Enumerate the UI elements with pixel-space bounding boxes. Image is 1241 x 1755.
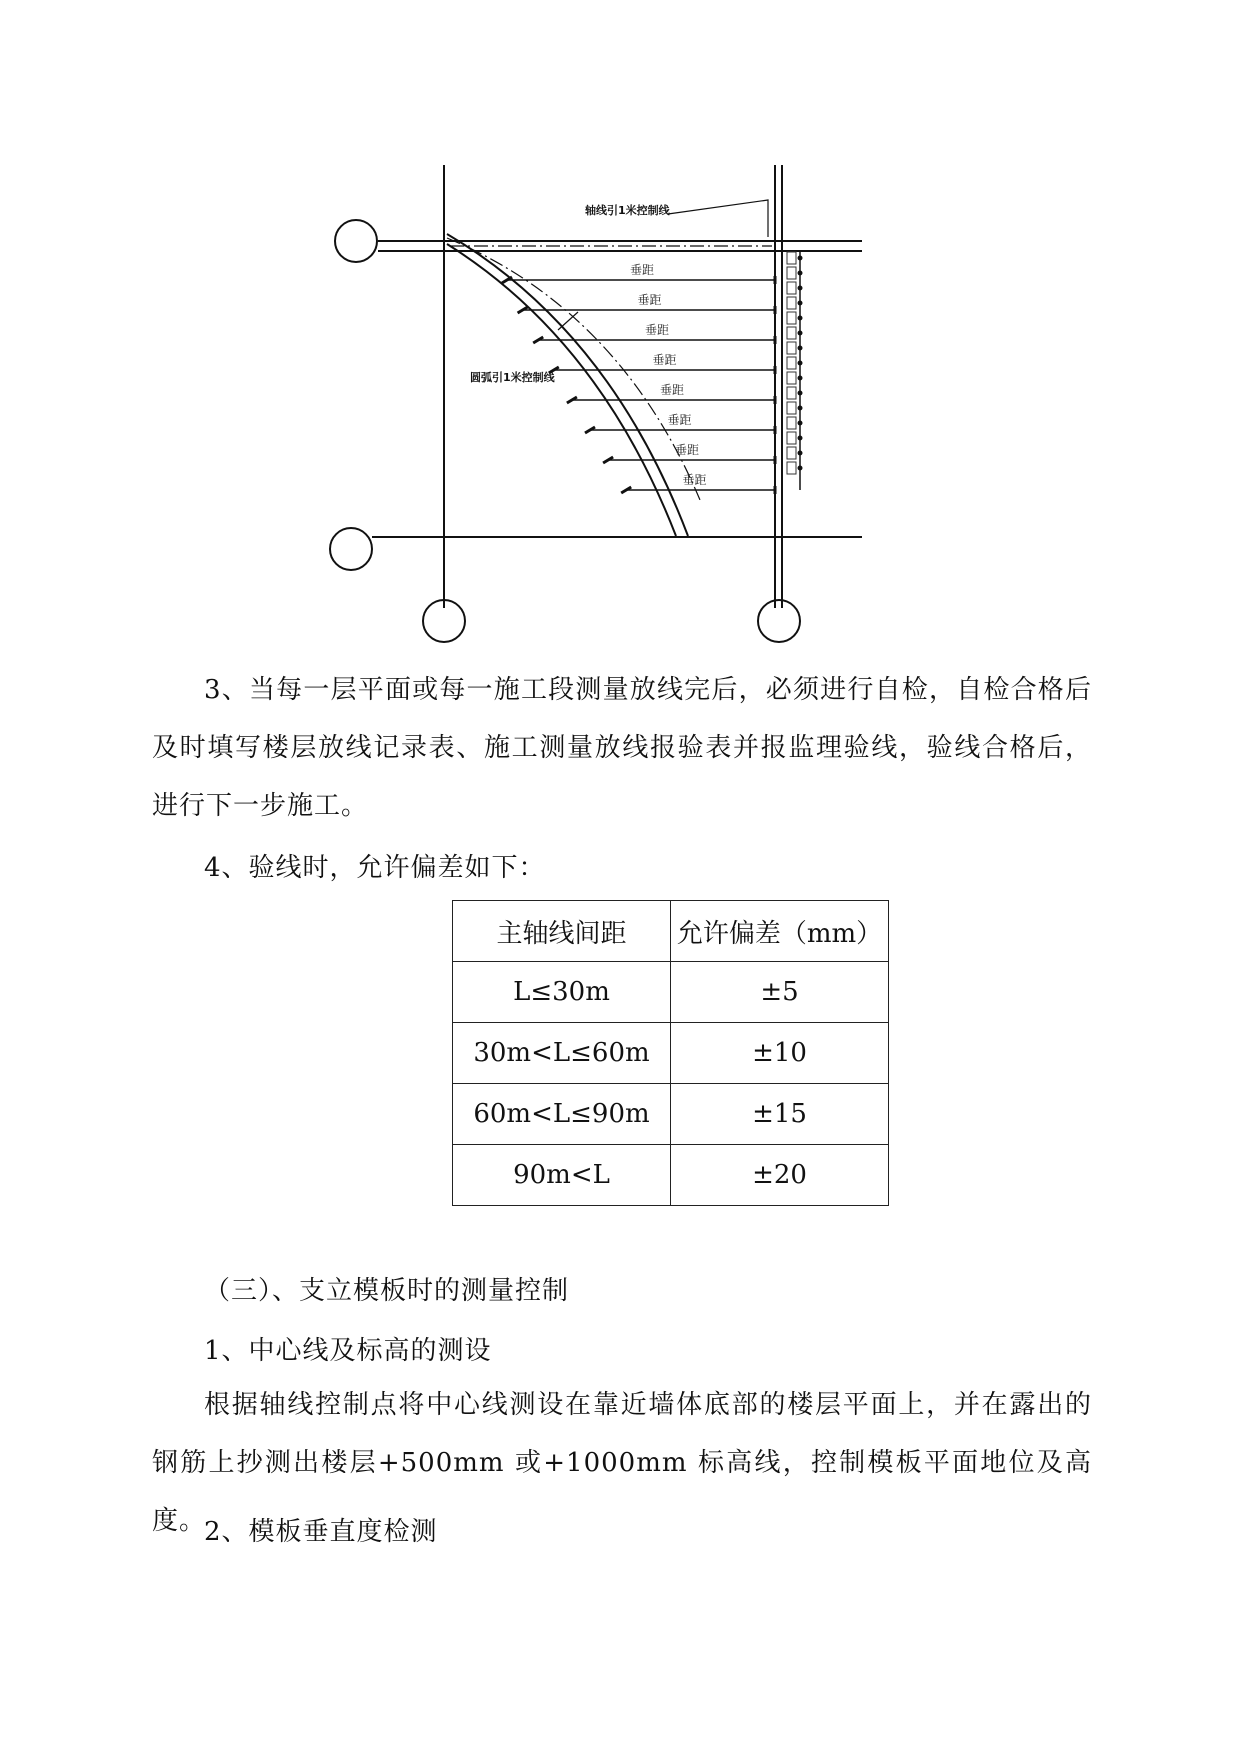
paragraph-3: 3、当每一层平面或每一施工段测量放线完后，必须进行自检，自检合格后及时填写楼层放线记录表、施工测量放线报验表并报监理验线，验线合格后，进行下一步施工。 [152,675,1092,821]
dimension-box [787,372,796,384]
dimension-box [787,417,796,429]
subsection-1-body: 根据轴线控制点将中心线测设在靠近墙体底部的楼层平面上，并在露出的钢筋上抄测出楼层+500mm 或+1000mm 标高线，控制模板平面地位及高度。 [152,1390,1092,1536]
dimension-box [787,432,796,444]
table-cell: 60m<L≤90m [453,1084,671,1145]
axis-bubble-top-left [335,220,377,262]
arc-wall-inner [447,244,676,536]
dimension-box [787,402,796,414]
table-header-row [453,901,889,962]
perpendicular-distance-label: 垂距 [629,263,655,277]
dimension-box [787,387,796,399]
subsection-1-title: 1、中心线及标高的测设 [204,1336,492,1366]
dimension-box [787,447,796,459]
table-row [453,1084,889,1145]
perpendicular-distance-label: 垂距 [682,473,707,487]
dimension-box [787,342,796,354]
table-cell: ±20 [671,1145,889,1206]
section-heading: （三）、支立模板时的测量控制 [204,1276,570,1306]
paragraph-4: 4、验线时，允许偏差如下： [204,853,546,883]
table-cell: 30m<L≤60m [453,1023,671,1084]
dimension-box [787,297,796,309]
dimension-box [787,327,796,339]
axis-bubble-bottom-left [330,528,372,570]
leader-arc [558,312,578,330]
table-cell: ±5 [671,962,889,1023]
table-cell: 90m<L [453,1145,671,1206]
layout-diagram [0,0,1241,660]
label-arc-control: 圆弧引1米控制线 [470,371,555,384]
subsection-2-title: 2、模板垂直度检测 [204,1517,438,1547]
axis-bubble-bottom-b [758,600,800,642]
table-cell: L≤30m [453,962,671,1023]
table-row [453,1023,889,1084]
table-row [453,1145,889,1206]
dimension-box [787,357,796,369]
table-row [453,962,889,1023]
table-cell: ±15 [671,1084,889,1145]
dimension-box [787,312,796,324]
perpendicular-distance-label: 垂距 [659,383,685,397]
leader-top [668,200,768,237]
perpendicular-distance-label: 垂距 [652,353,677,367]
tolerance-table [452,900,889,1206]
perpendicular-distance-label: 垂距 [667,413,692,427]
perpendicular-distance-label: 垂距 [637,293,662,307]
dimension-box [787,462,796,474]
table-header: 允许偏差（mm） [671,901,889,962]
label-axis-control: 轴线引1米控制线 [585,204,670,217]
perpendicular-distance-label: 垂距 [674,443,700,457]
dimension-box [787,252,796,264]
table-cell: ±10 [671,1023,889,1084]
perpendicular-distance-label: 垂距 [644,323,670,337]
table-header: 主轴线间距 [453,901,671,962]
dimension-box [787,282,796,294]
dimension-box [787,267,796,279]
